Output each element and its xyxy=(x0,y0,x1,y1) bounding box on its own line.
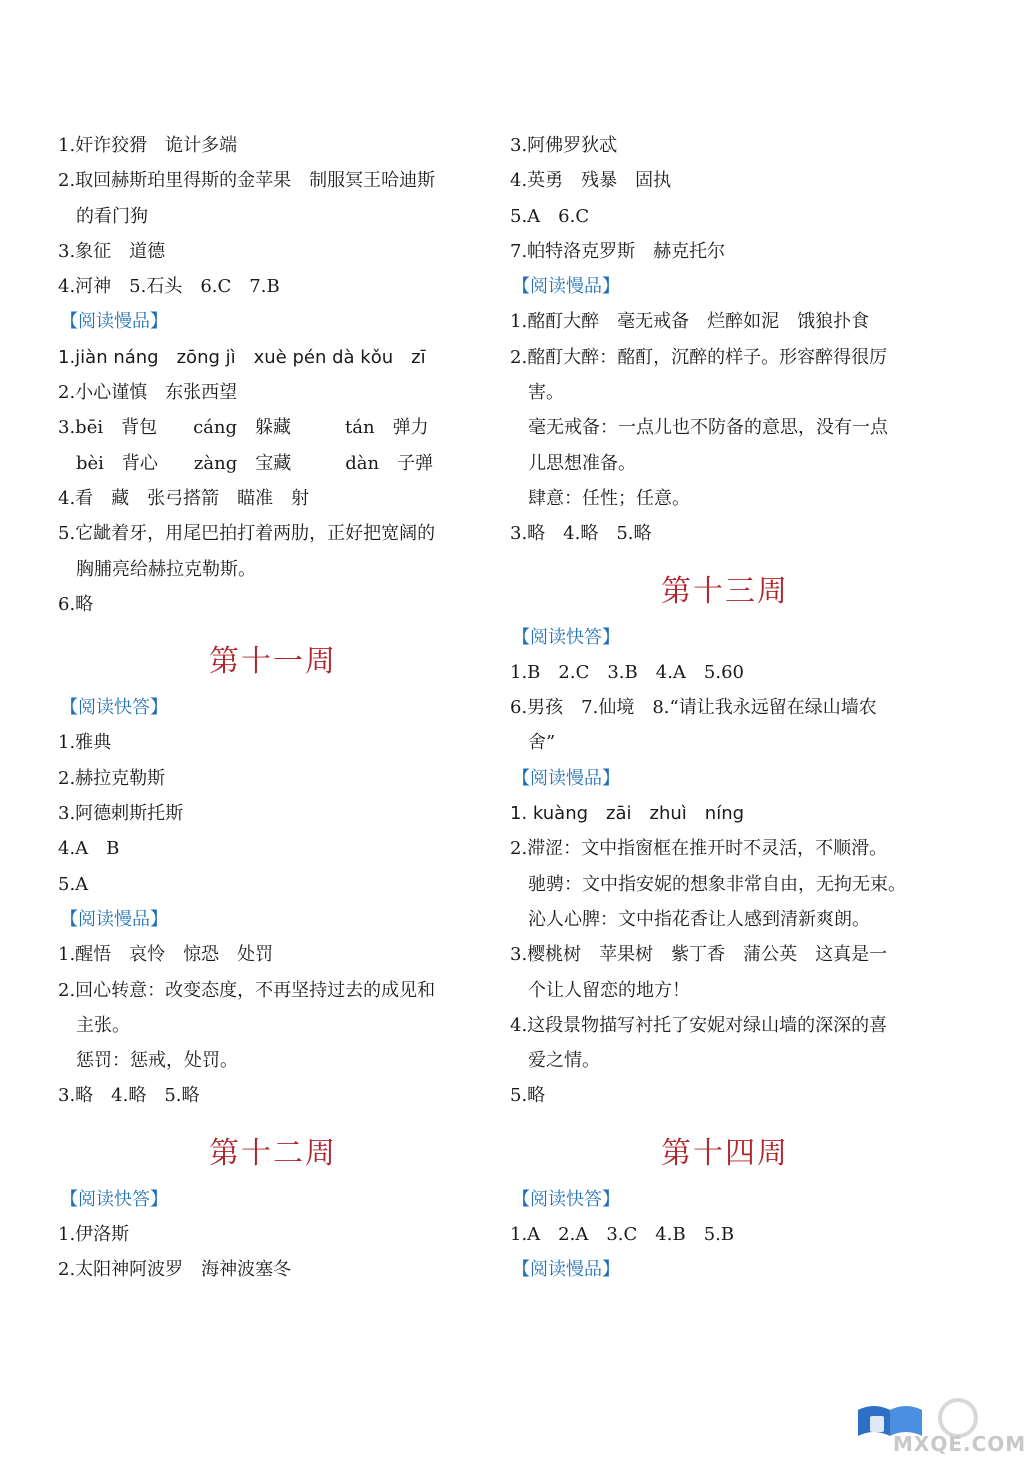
answer-line: 5.A xyxy=(58,873,89,895)
answer-line: 1.雅典 xyxy=(58,732,112,754)
answer-line: 5.A 6.C xyxy=(510,205,590,227)
answer-line: 3.阿佛罗狄忒 xyxy=(510,135,618,156)
answer-line: 6.男孩 7.仙境 8.“请让我永远留在绿山墙农 xyxy=(510,697,877,719)
answer-line: 7.帕特洛克罗斯 赫克托尔 xyxy=(510,240,726,262)
week-heading: 第十四周 xyxy=(661,1135,789,1171)
answer-line: 的看门狗 xyxy=(76,205,148,227)
answer-line: 4.A B xyxy=(58,838,120,860)
answer-line: 1.B 2.C 3.B 4.A 5.60 xyxy=(510,661,744,683)
answer-line: 1.奸诈狡猾 诡计多端 xyxy=(58,135,238,156)
answer-line: 2.小心谨慎 东张西望 xyxy=(58,382,238,404)
answer-line: 1.醒悟 哀怜 惊恐 处罚 xyxy=(58,944,274,966)
section-tag: 【阅读快答】 xyxy=(60,1188,168,1210)
week-heading: 第十一周 xyxy=(209,644,337,680)
answer-line: 驰骋：文中指安妮的想象非常自由，无拘无束。 xyxy=(528,873,906,895)
answer-line: 2.赫拉克勒斯 xyxy=(58,767,166,789)
answer-line: 3.樱桃树 苹果树 紫丁香 蒲公英 这真是一 xyxy=(510,944,888,966)
answer-line: bèi 背心 zàng 宝藏 dàn 子弹 xyxy=(76,452,434,474)
answer-line: 个让人留恋的地方！ xyxy=(528,979,690,1001)
section-tag: 【阅读快答】 xyxy=(512,1188,620,1210)
answer-line: 2.太阳神阿波罗 海神波塞冬 xyxy=(58,1259,292,1281)
answer-line: 4.这段景物描写衬托了安妮对绿山墙的深深的喜 xyxy=(510,1014,888,1036)
answer-line: 1.酩酊大醉 毫无戒备 烂醉如泥 饿狼扑食 xyxy=(510,311,870,333)
answer-line: 3.略 4.略 5.略 xyxy=(58,1085,200,1107)
answer-line: 2.回心转意：改变态度，不再坚持过去的成见和 xyxy=(58,979,436,1001)
section-tag: 【阅读慢品】 xyxy=(60,311,168,333)
answer-line: 胸脯亮给赫拉克勒斯。 xyxy=(76,558,256,580)
answer-line: 2.滞涩：文中指窗框在推开时不灵活，不顺滑。 xyxy=(510,838,888,860)
section-tag: 【阅读快答】 xyxy=(60,697,168,719)
answer-line: 害。 xyxy=(528,382,564,404)
answer-line: 2.酩酊大醉：酩酊，沉醉的样子。形容醉得很厉 xyxy=(510,346,888,368)
answer-line: 舍” xyxy=(528,732,556,754)
answer-line: 3.阿德剌斯托斯 xyxy=(58,803,184,825)
answer-line: 儿思想准备。 xyxy=(528,452,636,474)
answer-line: 4.英勇 残暴 固执 xyxy=(510,170,672,192)
section-tag: 【阅读慢品】 xyxy=(512,1259,620,1281)
answer-line: 1.jiàn náng zōng jì xuè pén dà kǒu zī xyxy=(58,346,426,368)
right-column xyxy=(510,128,940,1288)
answer-line: 3.象征 道德 xyxy=(58,240,166,262)
answer-line: 毫无戒备：一点儿也不防备的意思，没有一点 xyxy=(528,417,888,439)
section-tag: 【阅读慢品】 xyxy=(512,276,620,298)
answer-line: 1.A 2.A 3.C 4.B 5.B xyxy=(510,1224,735,1246)
answer-line: 1. kuàng zāi zhuì níng xyxy=(510,803,745,825)
week-heading: 第十二周 xyxy=(209,1135,337,1171)
answer-line: 4.看 藏 张弓搭箭 瞄准 射 xyxy=(58,487,310,509)
answer-line: 沁人心脾：文中指花香让人感到清新爽朗。 xyxy=(528,908,870,930)
answer-line: 1.伊洛斯 xyxy=(58,1224,130,1246)
section-tag: 【阅读慢品】 xyxy=(60,908,168,930)
answer-line: 4.河神 5.石头 6.C 7.B xyxy=(58,276,280,298)
section-tag: 【阅读慢品】 xyxy=(512,767,620,789)
watermark-text: MXQE.COM xyxy=(893,1432,1026,1456)
section-tag: 【阅读快答】 xyxy=(512,626,620,648)
answer-line: 3.略 4.略 5.略 xyxy=(510,523,652,545)
answer-line: 爱之情。 xyxy=(528,1050,600,1072)
answer-line: 主张。 xyxy=(76,1014,130,1036)
answer-line: 2.取回赫斯珀里得斯的金苹果 制服冥王哈迪斯 xyxy=(58,170,436,192)
answer-line: 惩罚：惩戒，处罚。 xyxy=(76,1050,238,1072)
answer-line: 5.略 xyxy=(510,1085,546,1107)
left-column xyxy=(58,128,488,1288)
answer-line: 6.略 xyxy=(58,593,94,615)
answer-line: 5.它龇着牙，用尾巴拍打着两肋，正好把宽阔的 xyxy=(58,523,436,545)
week-heading: 第十三周 xyxy=(661,573,789,609)
answer-line: 肆意：任性；任意。 xyxy=(528,487,690,509)
answer-line: 3.bēi 背包 cáng 躲藏 tán 弹力 xyxy=(58,417,429,439)
